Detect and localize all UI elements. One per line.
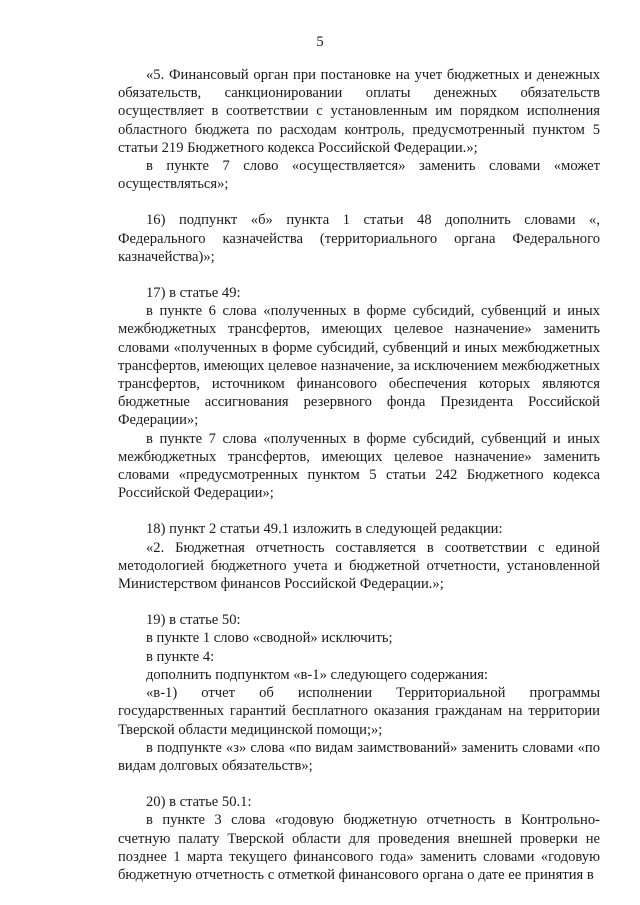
blank-line xyxy=(118,266,600,284)
paragraph-6: в пункте 7 слова «полученных в форме субсидий, субвенций и иных межбюджетных трансфертов, имеющих целевое назначение» заменить словами «предусмотренных пунктом 5 статьи 242 Бюджетного кодекса Российской Федерации»; xyxy=(118,430,600,502)
paragraph-10: в пункте 1 слово «сводной» исключить; xyxy=(146,630,393,647)
paragraph-7: 18) пункт 2 статьи 49.1 изложить в следующей редакции: xyxy=(146,521,503,538)
paragraph-1: «5. Финансовый орган при постановке на учет бюджетных и денежных обязательств, санкционировании оплаты денежных обязательств осуществляет в соответствии с установленным им порядком исполнения областного бюджета по расходам контроль, предусмотренный пунктом 5 статьи 219 Бюджетного кодекса Российской Федерации.»; xyxy=(118,67,600,156)
paragraph-15: 20) в статье 50.1: xyxy=(146,794,252,811)
paragraph-9: 19) в статье 50: xyxy=(146,612,241,629)
page-number: 5 xyxy=(316,34,324,50)
paragraph-8: «2. Бюджетная отчетность составляется в соответствии с единой методологией бюджетного учета и бюджетной отчетности, установленной Министерством финансов Российской Федерации.»; xyxy=(118,539,600,593)
paragraph-2: в пункте 7 слово «осуществляется» заменить словами «может осуществляться»; xyxy=(118,158,600,193)
blank-line xyxy=(118,775,600,793)
paragraph-14: в подпункте «з» слова «по видам заимствований» заменить словами «по видам долговых обязательств»; xyxy=(118,739,600,774)
document-body xyxy=(118,66,600,884)
paragraph-16: в пункте 3 слова «годовую бюджетную отчетность в Контрольно-счетную палату Тверской области для проведения внешней проверки не позднее 1 марта текущего финансового года» заменить словами «годовую бюджетную отчетность с отметкой финансового органа о дате ее принятия в xyxy=(118,812,600,883)
blank-line xyxy=(118,193,600,211)
paragraph-13: «в-1) отчет об исполнении Территориальной программы государственных гарантий бесплатного оказания гражданам на территории Тверской области медицинской помощи;»; xyxy=(118,685,600,738)
blank-line xyxy=(118,593,600,611)
paragraph-12: дополнить подпунктом «в-1» следующего содержания: xyxy=(146,666,488,683)
paragraph-3: 16) подпункт «б» пункта 1 статьи 48 дополнить словами «, Федерального казначейства (территориального органа Федерального казначейства)»; xyxy=(118,212,600,265)
paragraph-5: в пункте 6 слова «полученных в форме субсидий, субвенций и иных межбюджетных трансфертов, имеющих целевое назначение» заменить словами «полученных в форме субсидий, субвенций и иных межбюджетных трансфертов, имеющих целевое назначение, за исключением межбюджетных трансфертов, источником финансового обеспечения которых являются бюджетные ассигнования резервного фонда Президента Российской Федерации»; xyxy=(118,303,600,429)
blank-line xyxy=(118,502,600,520)
paragraph-4: 17) в статье 49: xyxy=(146,285,241,302)
paragraph-11: в пункте 4: xyxy=(146,648,215,665)
